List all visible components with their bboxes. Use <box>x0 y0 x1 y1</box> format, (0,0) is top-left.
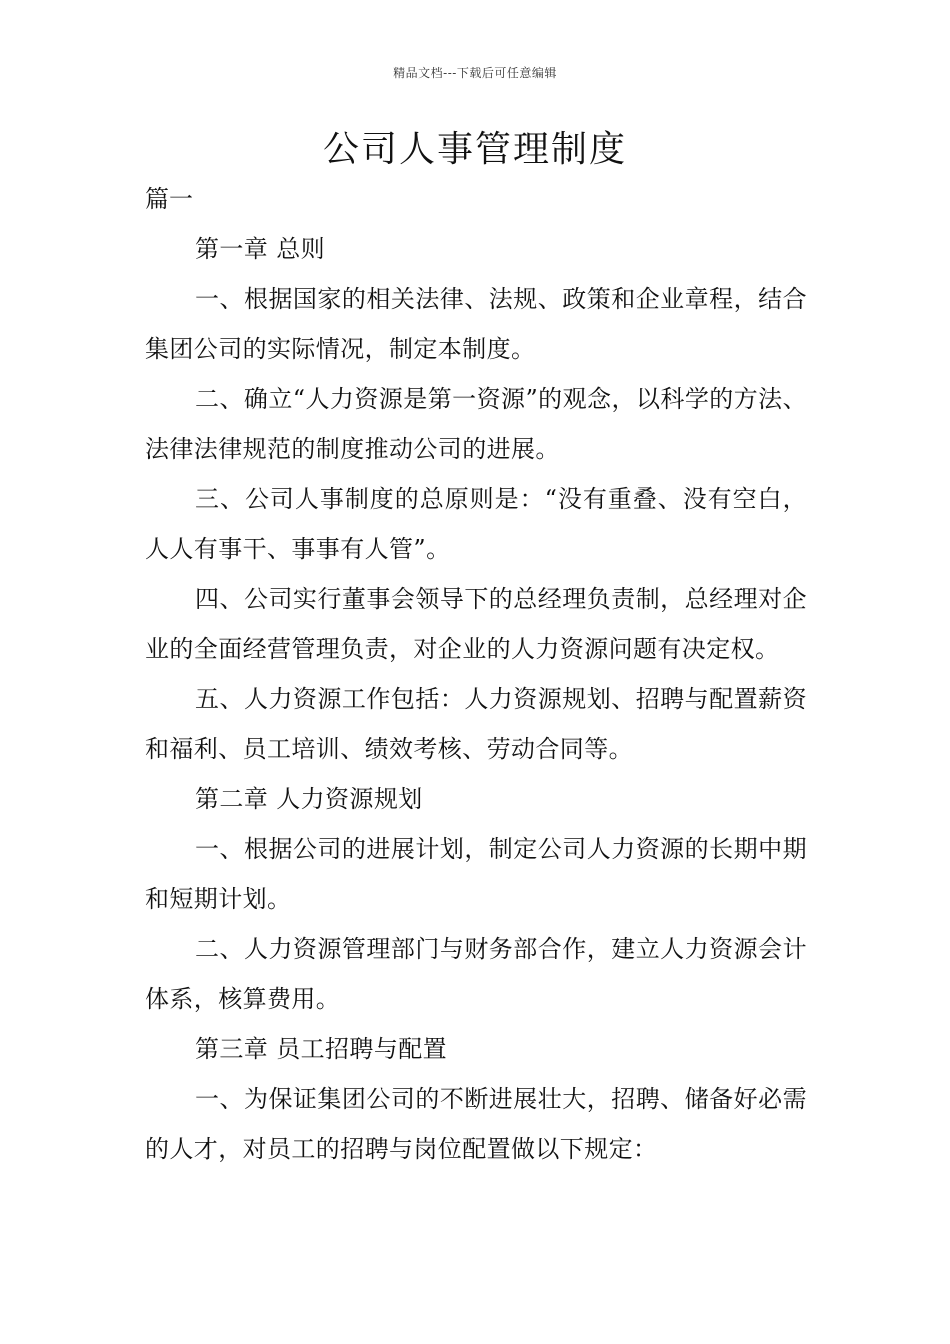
chapter-heading: 第三章 员工招聘与配置 <box>195 1035 448 1063</box>
paragraph: 五、人力资源工作包括：人力资源规划、招聘与配置薪资和福利、员工培训、绩效考核、劳动合同等。 <box>145 685 807 763</box>
paragraph: 二、确立“人力资源是第一资源”的观念，以科学的方法、法律法律规范的制度推动公司的进展。 <box>145 385 807 463</box>
chapter-heading: 第一章 总则 <box>195 235 326 263</box>
paragraph: 一、根据国家的相关法律、法规、政策和企业章程，结合集团公司的实际情况，制定本制度。 <box>145 285 807 363</box>
chapter-heading: 第二章 人力资源规划 <box>195 785 423 813</box>
page-header-note: 精品文档---下载后可任意编辑 <box>393 66 557 80</box>
paragraph: 三、公司人事制度的总原则是：“没有重叠、没有空白，人人有事干、事事有人管”。 <box>145 485 807 563</box>
paragraph: 二、人力资源管理部门与财务部合作，建立人力资源会计体系，核算费用。 <box>145 935 807 1013</box>
paragraph: 一、为保证集团公司的不断进展壮大，招聘、储备好必需的人才，对员工的招聘与岗位配置做以下规定： <box>145 1085 807 1163</box>
document-title: 公司人事管理制度 <box>322 129 627 170</box>
paragraph: 一、根据公司的进展计划，制定公司人力资源的长期中期和短期计划。 <box>145 835 807 913</box>
document-body <box>145 174 807 1174</box>
section-label: 篇一 <box>145 185 193 213</box>
paragraph: 四、公司实行董事会领导下的总经理负责制，总经理对企业的全面经营管理负责，对企业的人力资源问题有决定权。 <box>145 585 807 663</box>
